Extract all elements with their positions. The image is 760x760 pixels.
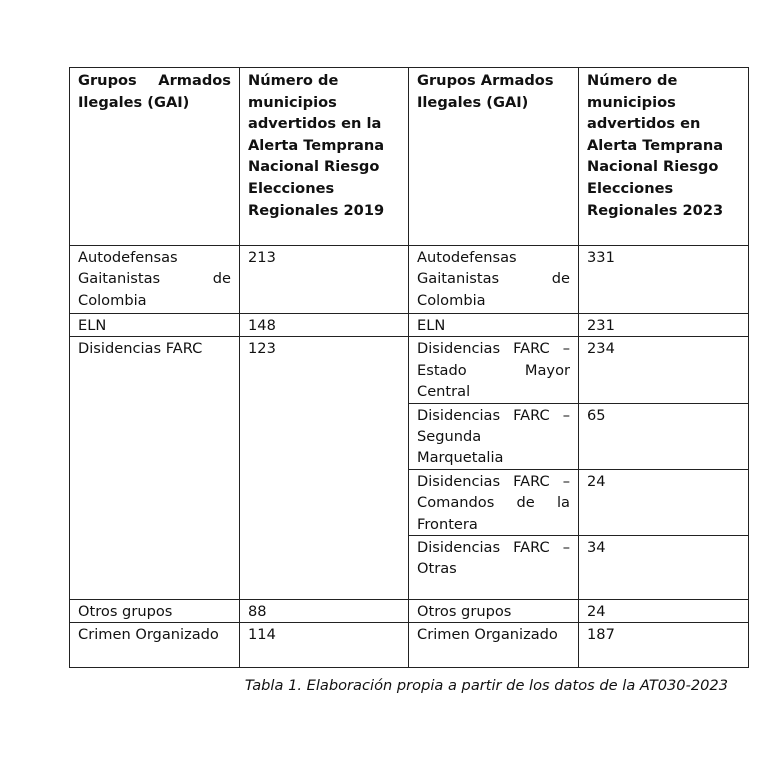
- gai-2023-cell: Otros grupos: [409, 600, 579, 623]
- value-2023-cell: 331: [579, 246, 749, 314]
- table-caption: Tabla 1. Elaboración propia a partir de los datos de la AT030-2023: [244, 677, 728, 694]
- gai-2019-cell: Otros grupos: [70, 600, 240, 623]
- header-gai-2023: Grupos Armados Ilegales (GAI): [409, 68, 579, 246]
- gai-2019-cell: Crimen Organizado: [70, 623, 240, 668]
- header-municipios-2023: Número de municipios advertidos en Alerta Temprana Nacional Riesgo Elecciones Regionales 2023: [579, 68, 749, 246]
- value-2023-cell: 231: [579, 314, 749, 337]
- table-header-row: [70, 68, 749, 246]
- value-2019-cell: 88: [240, 600, 409, 623]
- gai-2023-cell: Autodefensas Gaitanistas de Colombia: [409, 246, 579, 314]
- value-2019-cell: 148: [240, 314, 409, 337]
- value-2019-cell: 213: [240, 246, 409, 314]
- gai-2023-cell: Disidencias FARC – Segunda Marquetalia: [409, 403, 579, 469]
- header-gai-2019: Grupos Armados Ilegales (GAI): [70, 68, 240, 246]
- value-2019-cell: 123: [240, 337, 409, 600]
- gai-2023-cell: Disidencias FARC – Estado Mayor Central: [409, 337, 579, 403]
- value-2023-cell: 34: [579, 536, 749, 600]
- gai-2019-cell: Autodefensas Gaitanistas de Colombia: [70, 246, 240, 314]
- gai-2023-cell: Crimen Organizado: [409, 623, 579, 668]
- value-2023-cell: 234: [579, 337, 749, 403]
- table-row: [70, 623, 749, 668]
- gai-municipios-table: [69, 67, 749, 668]
- table-row: [70, 314, 749, 337]
- value-2023-cell: 65: [579, 403, 749, 469]
- gai-2019-cell: Disidencias FARC: [70, 337, 240, 600]
- gai-2023-cell: Disidencias FARC – Otras: [409, 536, 579, 600]
- table-row: [70, 337, 749, 403]
- gai-2019-cell: ELN: [70, 314, 240, 337]
- gai-2023-cell: Disidencias FARC – Comandos de la Frontera: [409, 469, 579, 535]
- table-row: [70, 246, 749, 314]
- header-municipios-2019: Número de municipios advertidos en la Alerta Temprana Nacional Riesgo Elecciones Regionales 2019: [240, 68, 409, 246]
- value-2023-cell: 24: [579, 600, 749, 623]
- table-row: [70, 600, 749, 623]
- value-2023-cell: 187: [579, 623, 749, 668]
- value-2023-cell: 24: [579, 469, 749, 535]
- value-2019-cell: 114: [240, 623, 409, 668]
- gai-2023-cell: ELN: [409, 314, 579, 337]
